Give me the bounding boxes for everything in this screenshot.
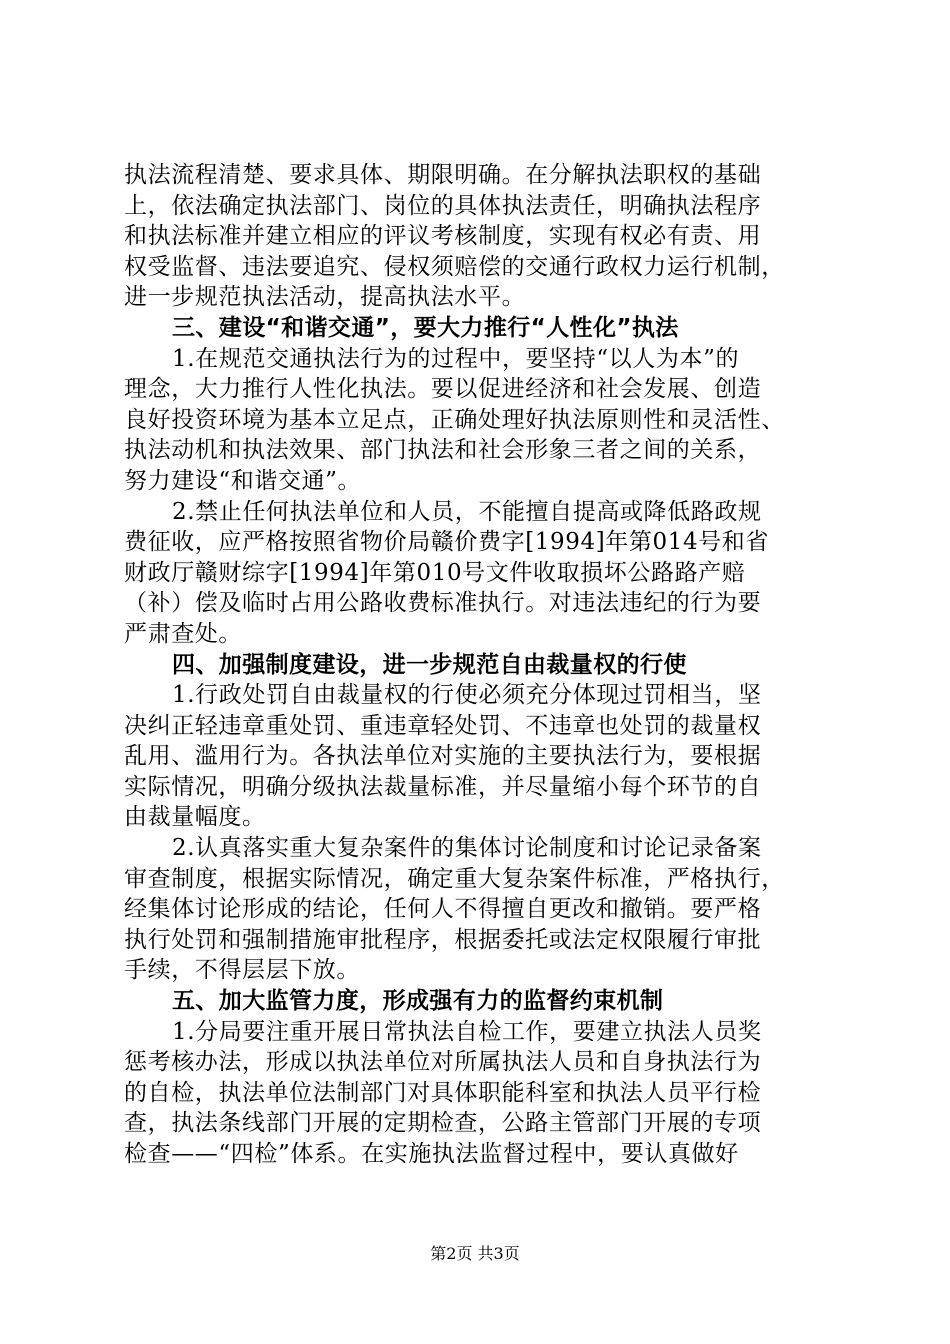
paragraph-line: 检查——“四检”体系。在实施执法监督过程中，要认真做好 (124, 1141, 739, 1167)
section-heading: 四、加强制度建设，进一步规范自由裁量权的行使 (172, 651, 687, 678)
section-heading: 五、加大监管力度，形成强有力的监督约束机制 (172, 988, 664, 1015)
paragraph-line: 执法动机和执法效果、部门执法和社会形象三者之间的关系， (124, 437, 762, 464)
paragraph-line: 和执法标准并建立相应的评议考核制度，实现有权必有责、用 (124, 223, 762, 250)
paragraph-line: 由裁量幅度。 (124, 804, 266, 831)
paragraph-line: 2.禁止任何执法单位和人员，不能擅自提高或降低路政规 (172, 498, 762, 525)
paragraph-line: 财政厅赣财综字[1994]年第010号文件收取损坏公路路产赔 (124, 559, 746, 586)
paragraph-line: （补）偿及临时占用公路收费标准执行。对违法违纪的行为要 (124, 590, 762, 617)
paragraph-line: 上，依法确定执法部门、岗位的具体执法责任，明确执法程序 (124, 192, 762, 219)
paragraph-line: 1.在规范交通执法行为的过程中，要坚持“以人为本”的 (172, 345, 740, 372)
paragraph-line: 查，执法条线部门开展的定期检查，公路主管部门开展的专项 (124, 1110, 762, 1137)
section-heading: 三、建设“和谐交通”，要大力推行“人性化”执法 (172, 314, 679, 341)
paragraph-line: 严肃查处。 (124, 620, 242, 647)
paragraph-line: 努力建设“和谐交通”。 (124, 467, 362, 494)
paragraph-line: 良好投资环境为基本立足点，正确处理好执法原则性和灵活性、 (124, 406, 785, 433)
paragraph-line: 实际情况，明确分级执法裁量标准，并尽量缩小每个环节的自 (124, 773, 762, 800)
paragraph-line: 经集体讨论形成的结论，任何人不得擅自更改和撤销。要严格 (124, 896, 762, 923)
paragraph-line: 权受监督、违法要追究、侵权须赔偿的交通行政权力运行机制， (124, 253, 785, 280)
paragraph-line: 乱用、滥用行为。各执法单位对实施的主要执法行为，要根据 (124, 743, 762, 770)
paragraph-line: 执法流程清楚、要求具体、期限明确。在分解执法职权的基础 (124, 162, 762, 188)
paragraph-line: 手续，不得层层下放。 (124, 957, 360, 984)
paragraph-line: 执行处罚和强制措施审批程序，根据委托或法定权限履行审批 (124, 926, 762, 953)
paragraph-line: 1.分局要注重开展日常执法自检工作，要建立执法人员奖 (172, 1018, 762, 1045)
paragraph-line: 的自检，执法单位法制部门对具体职能科室和执法人员平行检 (124, 1079, 762, 1106)
paragraph-line: 理念，大力推行人性化执法。要以促进经济和社会发展、创造 (124, 376, 762, 403)
paragraph-line: 进一步规范执法活动，提高执法水平。 (124, 284, 526, 311)
paragraph-line: 1.行政处罚自由裁量权的行使必须充分体现过罚相当，坚 (172, 682, 762, 709)
page-number-footer: 第2页 共3页 (430, 1244, 520, 1263)
paragraph-line: 惩考核办法，形成以执法单位对所属执法人员和自身执法行为 (124, 1049, 762, 1076)
paragraph-line: 决纠正轻违章重处罚、重违章轻处罚、不违章也处罚的裁量权 (124, 712, 762, 739)
document-body (124, 160, 838, 1170)
paragraph-line: 审查制度，根据实际情况，确定重大复杂案件标准，严格执行， (124, 865, 785, 892)
paragraph-line: 费征收，应严格按照省物价局赣价费字[1994]年第014号和省 (124, 529, 769, 556)
paragraph-line: 2.认真落实重大复杂案件的集体讨论制度和讨论记录备案 (172, 835, 762, 862)
